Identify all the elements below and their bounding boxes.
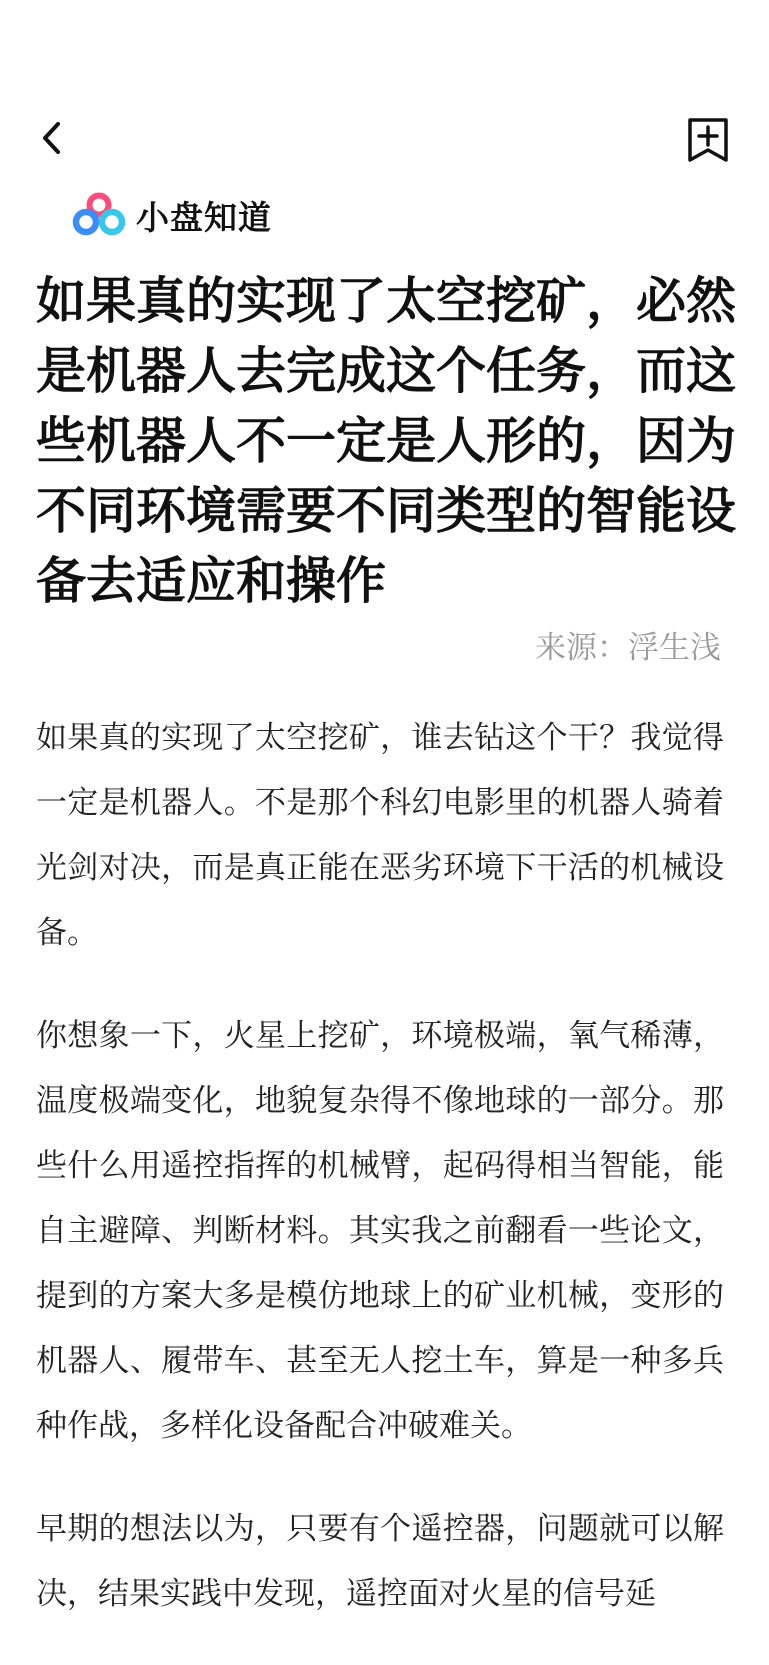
brand-name: 小盘知道 — [136, 197, 272, 237]
back-button[interactable] — [30, 116, 74, 160]
brand-logo-icon — [70, 191, 128, 239]
article-paragraph: 你想象一下，火星上挖矿，环境极端，氧气稀薄，温度极端变化，地貌复杂得不像地球的一部分。那些什么用遥控指挥的机械臂，起码得相当智能，能自主避障、判断材料。其实我之前翻看一些论文，提到的方案大多是模仿地球上的矿业机械，变形的机器人、履带车、甚至无人挖土车，算是一种多兵种作战，多样化设备配合冲破难关。 — [36, 1018, 724, 1444]
bookmark-add-button[interactable] — [684, 114, 732, 166]
article-body — [36, 706, 724, 1665]
brand — [70, 190, 272, 240]
top-bar — [0, 108, 769, 170]
article-source: 来源：浮生浅 — [535, 630, 721, 666]
article-title: 如果真的实现了太空挖矿，必然是机器人去完成这个任务，而这些机器人不一定是人形的，因为不同环境需要不同类型的智能设备去适应和操作 — [36, 272, 736, 610]
article-paragraph: 早期的想法以为，只要有个遥控器，问题就可以解决，结果实践中发现，遥控面对火星的信号延 — [36, 1511, 724, 1612]
article-paragraph: 如果真的实现了太空挖矿，谁去钻这个干？我觉得一定是机器人。不是那个科幻电影里的机器人骑着光剑对决，而是真正能在恶劣环境下干活的机械设备。 — [36, 720, 724, 951]
chevron-left-icon — [38, 120, 66, 156]
bookmark-add-icon — [687, 117, 729, 163]
